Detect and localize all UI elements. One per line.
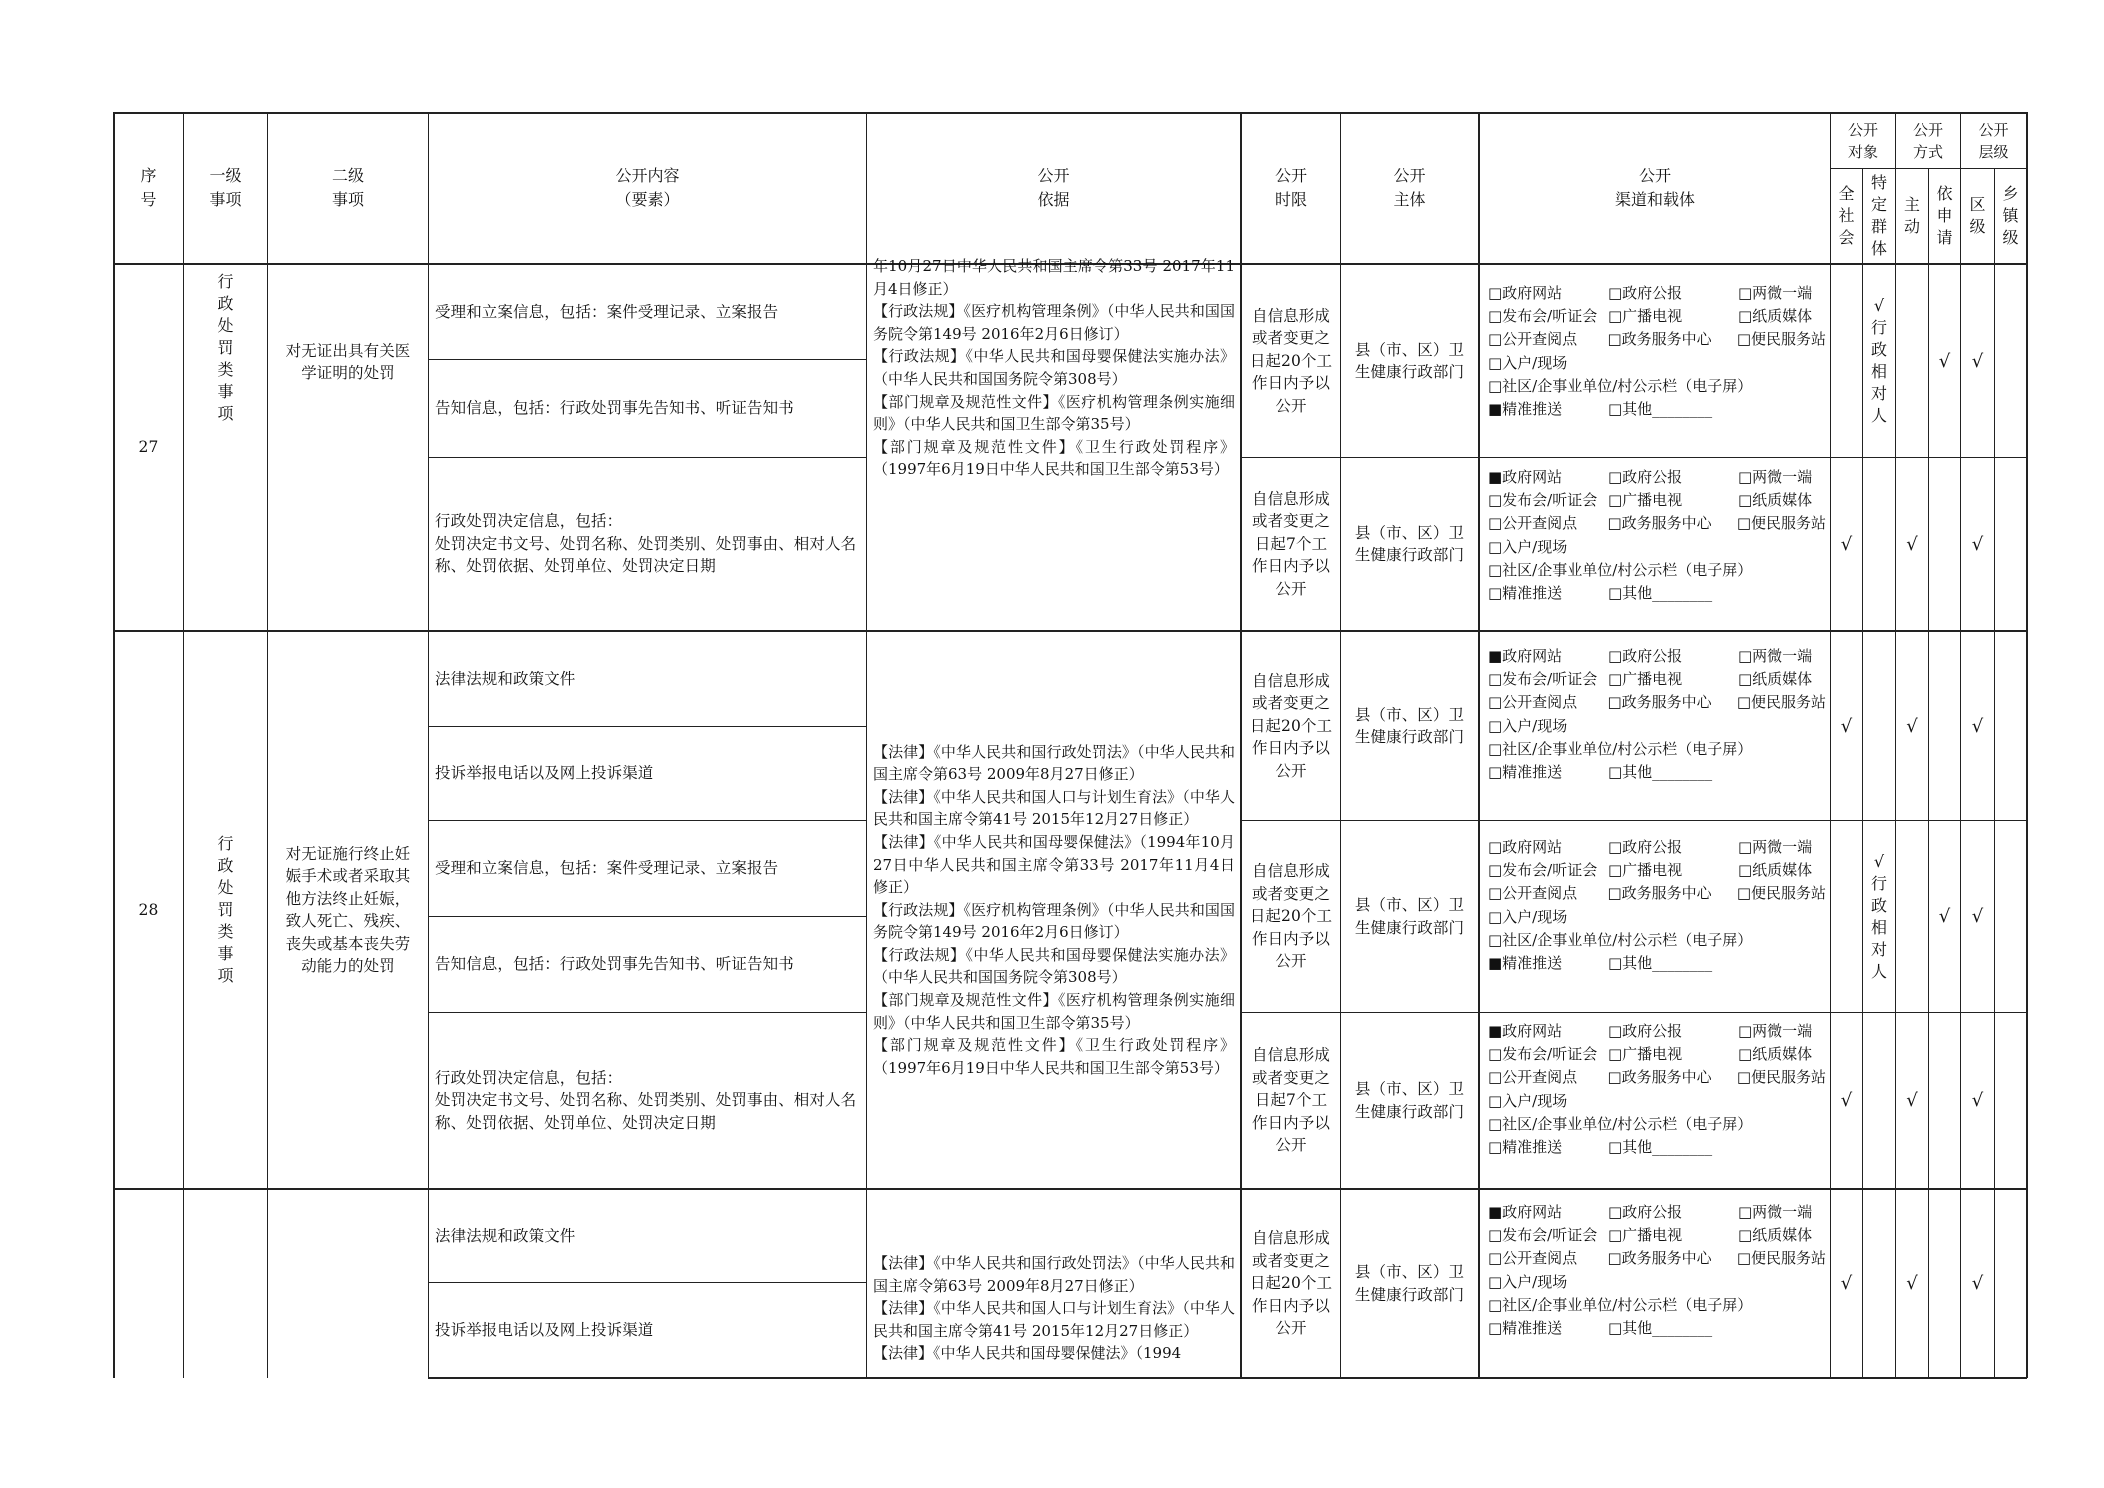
row-29-mark-request-1 [1929, 1190, 1960, 1377]
row-29-mark-active-1: √ [1906, 1273, 1918, 1294]
row-28-mark-active-3: √ [1906, 1090, 1918, 1111]
row-28-mark-all-2 [1831, 821, 1862, 1012]
row-28-subject-3: 县（市、区）卫生健康行政部门 [1354, 1080, 1465, 1121]
header-method: 公开 方式 [1912, 120, 1943, 161]
row-29-basis: 【法律】《中华人民共和国行政处罚法》（中华人民共和国主席令第63号 2009年8月27日修正） 【法律】《中华人民共和国人口与计划生育法》（中华人民共和国主席令第41号 2015年12月27日修正） 【法律】《中华人民共和国母婴保健法》（1994 [873, 1254, 1235, 1363]
row-27-mark-active-2: √ [1906, 533, 1918, 555]
row-27-time-1: 自信息形成或者变更之日起20个工作日内予以公开 [1249, 306, 1333, 415]
row-28-mark-specific-1 [1863, 632, 1895, 820]
header-object: 公开 对象 [1847, 120, 1878, 161]
row-28-channel-2: □政府网站 □政府公报 □两微一端 □发布会/听证会 □广播电视 □纸质媒体 □公开查阅点 □政务服务中心 □便民服务站 □入户/现场 □社区/企事业单位/村公示栏（电子屏） ■精准推送 □其他________ [1488, 838, 1826, 973]
row-28-subject-2: 县（市、区）卫生健康行政部门 [1354, 896, 1465, 937]
row-27-mark-specific-2 [1863, 458, 1895, 630]
row-29-mark-all-1: √ [1840, 1273, 1853, 1294]
row-27-content-3: 行政处罚决定信息，包括： 处罚决定书文号、处罚名称、处罚类别、处罚事由、相对人名称、处罚依据、处罚单位、处罚决定日期 [435, 512, 857, 576]
row-27-mark-district-1: √ [1971, 350, 1984, 372]
row-28-mark-all-3: √ [1840, 1090, 1853, 1111]
row-27-level2: 对无证出具有关医学证明的处罚 [285, 341, 411, 382]
header-channel: 公开 渠道和载体 [1614, 166, 1695, 209]
row-27-mark-request-2 [1929, 458, 1960, 630]
row-28-level1: 行政处罚类事项 [217, 834, 234, 985]
row-28-content-4: 告知信息，包括：行政处罚事先告知书、听证告知书 [435, 955, 794, 974]
header-object-all: 全社会 [1838, 184, 1855, 247]
row-29-time-1: 自信息形成或者变更之日起20个工作日内予以公开 [1249, 1229, 1333, 1338]
row-27-mark-district-2: √ [1971, 533, 1984, 555]
row-28-mark-specific-2: √行政相对人 [1870, 851, 1887, 981]
header-level-district: 区级 [1969, 195, 1986, 236]
header-subject: 公开 主体 [1393, 166, 1426, 209]
row-28-content-2: 投诉举报电话以及网上投诉渠道 [435, 764, 654, 783]
row-28-channel-3: ■政府网站 □政府公报 □两微一端 □发布会/听证会 □广播电视 □纸质媒体 □公开查阅点 □政务服务中心 □便民服务站 □入户/现场 □社区/企事业单位/村公示栏（电子屏） □精准推送 □其他________ [1488, 1022, 1826, 1157]
row-27-mark-all-1 [1831, 265, 1862, 457]
header-time-limit: 公开 时限 [1274, 166, 1307, 209]
row-27-mark-town-2 [1995, 458, 2026, 630]
row-29-subject-1: 县（市、区）卫生健康行政部门 [1354, 1263, 1465, 1304]
row-27-content-1: 受理和立案信息，包括：案件受理记录、立案报告 [435, 302, 779, 321]
row-28-mark-town-2 [1995, 821, 2026, 1012]
row-29-mark-town-1 [1995, 1190, 2026, 1377]
row-28-content-5: 行政处罚决定信息，包括： 处罚决定书文号、处罚名称、处罚类别、处罚事由、相对人名称、处罚依据、处罚单位、处罚决定日期 [435, 1068, 857, 1132]
header-method-request: 依申请 [1936, 184, 1953, 247]
row-27-mark-active-1 [1896, 265, 1928, 457]
header-level2: 二级 事项 [331, 166, 364, 209]
row-28-mark-request-1 [1929, 632, 1960, 820]
row-28-mark-request-2: √ [1938, 906, 1951, 927]
row-27-subject-1: 县（市、区）卫生健康行政部门 [1354, 340, 1465, 381]
row-29-mark-district-1: √ [1971, 1273, 1984, 1294]
row-28-content-1: 法律法规和政策文件 [435, 669, 576, 688]
row-28-time-1: 自信息形成或者变更之日起20个工作日内予以公开 [1249, 671, 1333, 780]
row-28-mark-town-3 [1995, 1013, 2026, 1188]
row-28-mark-district-2: √ [1971, 906, 1984, 927]
row-27-mark-town-1 [1995, 265, 2026, 457]
row-27-seq: 27 [138, 438, 159, 457]
row-28-mark-district-3: √ [1971, 1090, 1984, 1111]
row-27-mark-specific-1: √行政相对人 [1870, 296, 1887, 425]
row-27-level1: 行政处罚类事项 [217, 272, 234, 423]
row-29-channel-1: ■政府网站 □政府公报 □两微一端 □发布会/听证会 □广播电视 □纸质媒体 □公开查阅点 □政务服务中心 □便民服务站 □入户/现场 □社区/企事业单位/村公示栏（电子屏） □精准推送 □其他________ [1488, 1203, 1826, 1338]
row-27-basis: 年10月27日中华人民共和国主席令第33号 2017年11月4日修正） 【行政法规】《医疗机构管理条例》（中华人民共和国国务院令第149号 2016年2月6日修订） 【行政法规】《中华人民共和国母婴保健法实施办法》（中华人民共和国国务院令第308号） 【部门规章及规范性文件】《医疗机构管理条例实施细则》（中华人民共和国卫生部令第35号） 【部门规章及规范性文件】《卫生行政处罚程序》（1997年6月19日中华人民共和国卫生部令第53号） [873, 257, 1235, 479]
row-27-mark-request-1: √ [1938, 350, 1951, 372]
header-method-active: 主动 [1903, 195, 1920, 236]
row-28-basis: 【法律】《中华人民共和国行政处罚法》（中华人民共和国主席令第63号 2009年8月27日修正） 【法律】《中华人民共和国人口与计划生育法》（中华人民共和国主席令第41号 2015年12月27日修正） 【法律】《中华人民共和国母婴保健法》（1994年10月27日中华人民共和国主席令第33号 2017年11月4日修正） 【行政法规】《医疗机构管理条例》（中华人民共和国国务院令第149号 2016年2月6日修订） 【行政法规】《中华人民共和国母婴保健法实施办法》（中华人民共和国国务院令第308号） 【部门规章及规范性文件】《医疗机构管理条例实施细则》（中华人民共和国卫生部令第35号） 【部门规章及规范性文件】《卫生行政处罚程序》（1997年6月19日中华人民共和国卫生部令第53号） [873, 742, 1235, 1077]
header-seq: 序 号 [140, 166, 157, 209]
row-27-time-2: 自信息形成或者变更之日起7个工作日内予以公开 [1251, 489, 1330, 598]
row-29-content-2: 投诉举报电话以及网上投诉渠道 [435, 1320, 654, 1339]
row-28-content-3: 受理和立案信息，包括：案件受理记录、立案报告 [435, 859, 779, 878]
header-basis: 公开 依据 [1037, 166, 1070, 209]
header-content: 公开内容 （要素） [615, 166, 680, 209]
row-28-time-3: 自信息形成或者变更之日起7个工作日内予以公开 [1251, 1046, 1330, 1155]
row-28-channel-1: ■政府网站 □政府公报 □两微一端 □发布会/听证会 □广播电视 □纸质媒体 □公开查阅点 □政务服务中心 □便民服务站 □入户/现场 □社区/企事业单位/村公示栏（电子屏） □精准推送 □其他________ [1488, 647, 1826, 782]
row-27-subject-2: 县（市、区）卫生健康行政部门 [1354, 523, 1465, 564]
row-27-mark-all-2: √ [1840, 533, 1853, 555]
row-28-subject-1: 县（市、区）卫生健康行政部门 [1354, 705, 1465, 746]
row-27-content-2: 告知信息，包括：行政处罚事先告知书、听证告知书 [435, 399, 794, 418]
header-object-specific: 特定群体 [1870, 173, 1887, 258]
row-29-mark-specific-1 [1863, 1190, 1895, 1377]
header-level: 公开 层级 [1978, 120, 2009, 161]
row-28-mark-town-1 [1995, 632, 2026, 820]
row-28-time-2: 自信息形成或者变更之日起20个工作日内予以公开 [1249, 862, 1333, 971]
row-28-mark-all-1: √ [1840, 715, 1853, 737]
header-level-town: 乡镇级 [2002, 184, 2019, 247]
row-27-channel-1: □政府网站 □政府公报 □两微一端 □发布会/听证会 □广播电视 □纸质媒体 □公开查阅点 □政务服务中心 □便民服务站 □入户/现场 □社区/企事业单位/村公示栏（电子屏） ■精准推送 □其他________ [1488, 284, 1826, 419]
row-29-content-1: 法律法规和政策文件 [435, 1226, 576, 1245]
header-level1: 一级 事项 [209, 166, 242, 209]
row-28-mark-specific-3 [1863, 1013, 1895, 1188]
row-27-channel-2: ■政府网站 □政府公报 □两微一端 □发布会/听证会 □广播电视 □纸质媒体 □公开查阅点 □政务服务中心 □便民服务站 □入户/现场 □社区/企事业单位/村公示栏（电子屏） □精准推送 □其他________ [1488, 468, 1826, 603]
row-28-mark-district-1: √ [1971, 715, 1984, 737]
row-28-mark-active-2 [1896, 821, 1928, 1012]
row-28-level2: 对无证施行终止妊娠手术或者采取其他方法终止妊娠，致人死亡、残疾、丧失或基本丧失劳动能力的处罚 [285, 844, 411, 975]
row-28-mark-active-1: √ [1906, 715, 1918, 737]
row-28-mark-request-3 [1929, 1013, 1960, 1188]
row-28-seq: 28 [138, 900, 159, 919]
